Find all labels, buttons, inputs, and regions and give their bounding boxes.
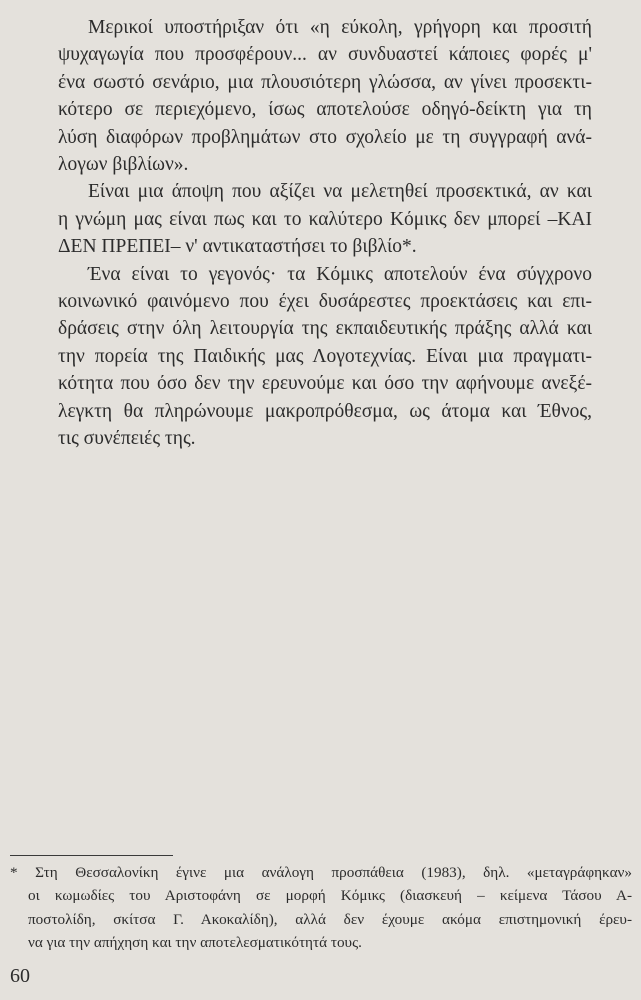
text-line: Είναι μια άποψη που αξίζει να μελετηθεί προσεκτικά, αν και — [88, 181, 592, 203]
text-line: ψυχαγωγία που προσφέρουν... αν συνδυαστεί κάποιες φορές μ' — [58, 44, 592, 66]
footnote — [10, 861, 632, 954]
footnote-line: οι κωμωδίες του Αριστοφάνη σε μορφή Κόμικς (διασκευή – κείμενα Τάσου Α- — [28, 887, 632, 905]
text-line: ένα σωστό σενάριο, μια πλουσιότερη γλώσσα, αν γίνει προσεκτι- — [58, 71, 592, 93]
text-line: δράσεις στην όλη λειτουργία της εκπαιδευτικής πράξης αλλά και — [58, 318, 592, 340]
footnote-line: να για την απήχηση και την αποτελεσματικότητά τους. — [28, 933, 362, 951]
text-line: κότερο σε περιεχόμενο, ίσως αποτελούσε οδηγό-δείκτη για τη — [58, 99, 592, 121]
text-line: την πορεία της Παιδικής μας Λογοτεχνίας. Είναι μια πραγματι- — [58, 345, 592, 367]
footnote-line: * Στη Θεσσαλονίκη έγινε μια ανάλογη προσπάθεια (1983), δηλ. «μεταγράφηκαν» — [10, 864, 632, 881]
text-line: τις συνέπειές της. — [58, 428, 196, 450]
text-line: λύση διαφόρων προβλημάτων στο σχολείο με τη συγγραφή ανά- — [58, 126, 592, 148]
footnote-line: ποστολίδη, σκίτσα Γ. Ακοκαλίδη), αλλά δεν έχουμε ακόμα επιστημονική έρευ- — [28, 910, 632, 928]
body-text — [58, 14, 592, 453]
paragraph — [58, 14, 592, 178]
footnote-divider — [10, 855, 173, 856]
paragraph — [58, 261, 592, 453]
text-line: κότητα που όσο δεν την ερευνούμε και όσο την αφήνουμε ανεξέ- — [58, 373, 592, 395]
text-line: κοινωνικό φαινόμενο που έχει δυσάρεστες προεκτάσεις και επι- — [58, 291, 592, 313]
text-line: λεγκτη θα πληρώνουμε μακροπρόθεσμα, ως άτομα και Έθνος, — [58, 400, 592, 422]
page-number: 60 — [10, 965, 30, 987]
text-line: Μερικοί υποστήριξαν ότι «η εύκολη, γρήγορη και προσιτή — [88, 17, 592, 38]
text-line: ΔΕΝ ΠΡΕΠΕΙ– ν' αντικαταστήσει το βιβλίο*. — [58, 236, 417, 258]
text-line: Ένα είναι το γεγονός· τα Κόμικς αποτελούν ένα σύγχρονο — [88, 263, 592, 285]
text-line: η γνώμη μας είναι πως και το καλύτερο Κόμικς δεν μπορεί –ΚΑΙ — [58, 208, 592, 230]
paragraph — [58, 178, 592, 260]
text-line: λογων βιβλίων». — [58, 154, 189, 176]
